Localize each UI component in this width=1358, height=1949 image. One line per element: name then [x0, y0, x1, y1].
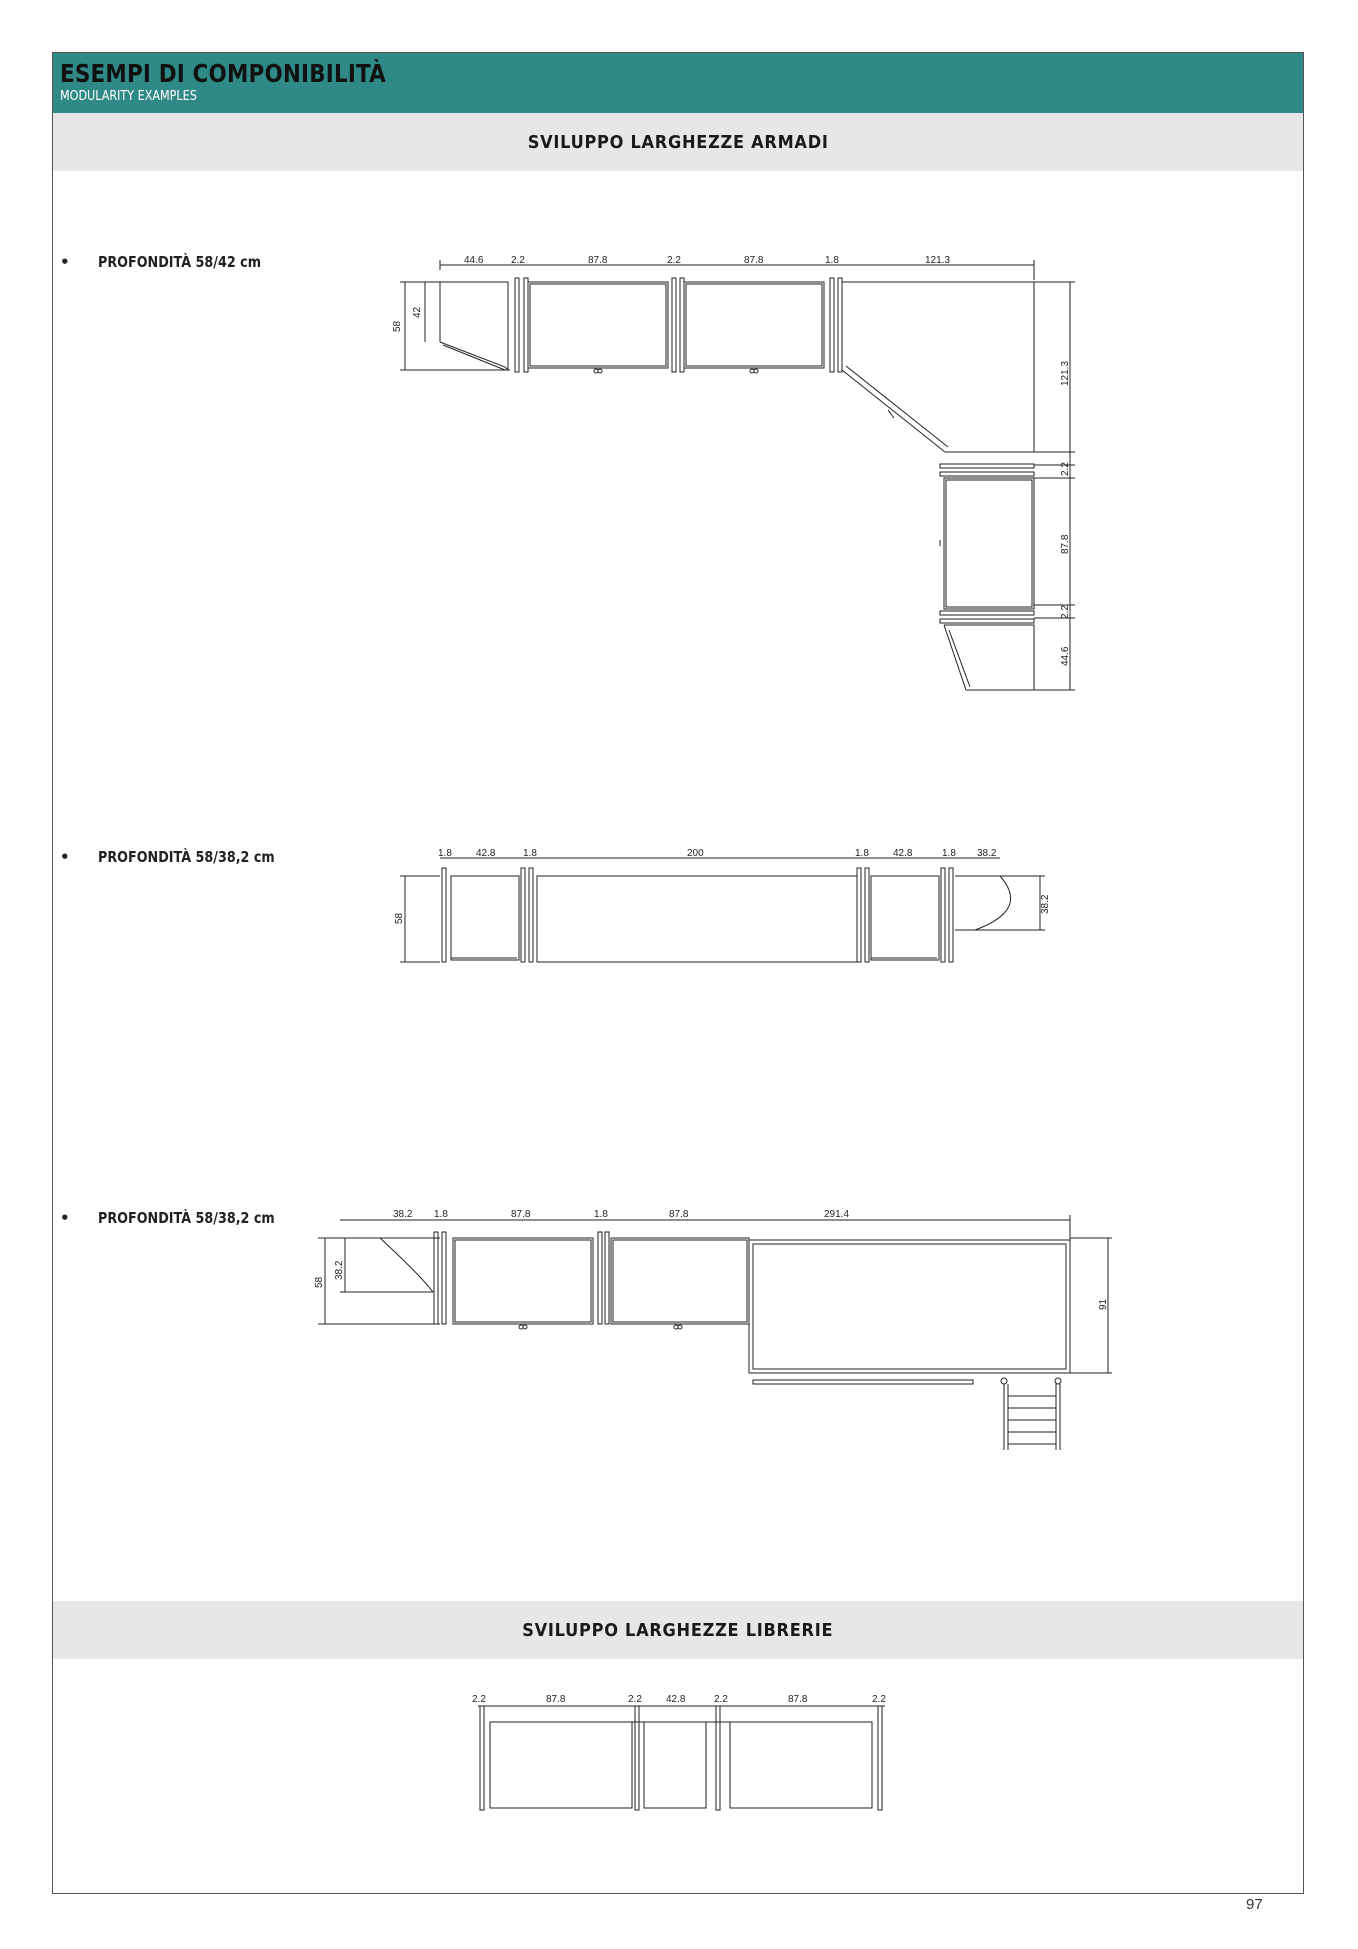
- dim-label: 38.2: [334, 1260, 345, 1280]
- dim-label: 38.2: [393, 1209, 413, 1220]
- bullet-mark: •: [60, 848, 70, 866]
- dim-label: 1.8: [855, 848, 869, 859]
- dim-label: 42.8: [476, 848, 496, 859]
- drawing-wardrobe-corner-1: [400, 260, 1075, 690]
- dim-label: 2.2: [714, 1694, 728, 1705]
- drawing-bookcases-4: [478, 1706, 885, 1810]
- drawing-wardrobe-linear-2: [400, 858, 1045, 962]
- dim-label: 2.2: [1060, 462, 1071, 476]
- dim-label: 2.2: [472, 1694, 486, 1705]
- dim-label: 1.8: [942, 848, 956, 859]
- page-title: ESEMPI DI COMPONIBILITÀ: [60, 59, 386, 88]
- dim-label: 42.8: [893, 848, 913, 859]
- dim-label: 87.8: [546, 1694, 566, 1705]
- dim-label: 1.8: [523, 848, 537, 859]
- dim-label: 1.8: [434, 1209, 448, 1220]
- bullet-text: PROFONDITÀ 58/38,2 cm: [98, 1209, 275, 1227]
- dim-label: 87.8: [511, 1209, 531, 1220]
- drawing-wardrobe-desk-3: [318, 1215, 1112, 1450]
- dim-label: 2.2: [1060, 605, 1071, 619]
- dim-label: 1.8: [825, 255, 839, 266]
- bullet-text: PROFONDITÀ 58/42 cm: [98, 253, 261, 271]
- dim-label: 87.8: [788, 1694, 808, 1705]
- dim-label: 1.8: [594, 1209, 608, 1220]
- dim-label: 58: [394, 912, 405, 924]
- dim-label: 87.8: [744, 255, 764, 266]
- dim-label: 44.6: [464, 255, 484, 266]
- section-title-bookcases: SVILUPPO LARGHEZZE LIBRERIE: [522, 1619, 834, 1641]
- dim-label: 87.8: [1060, 534, 1071, 554]
- dim-label: 58: [314, 1276, 325, 1288]
- dim-label: 200: [687, 848, 704, 859]
- dim-label: 38.2: [1040, 894, 1051, 914]
- dim-label: 87.8: [669, 1209, 689, 1220]
- page-subtitle: MODULARITY EXAMPLES: [60, 89, 197, 104]
- dim-label: 2.2: [667, 255, 681, 266]
- page-number: 97: [1246, 1896, 1263, 1913]
- bullet-text: PROFONDITÀ 58/38,2 cm: [98, 848, 275, 866]
- dim-label: 44.6: [1060, 646, 1071, 666]
- dim-label: 42: [412, 306, 423, 318]
- dim-label: 87.8: [588, 255, 608, 266]
- dim-label: 42.8: [666, 1694, 686, 1705]
- bullet-mark: •: [60, 253, 70, 271]
- section-title-wardrobes: SVILUPPO LARGHEZZE ARMADI: [527, 131, 829, 153]
- dim-label: 91: [1098, 1298, 1109, 1310]
- dim-label: 58: [392, 320, 403, 332]
- dim-label: 38.2: [977, 848, 997, 859]
- dim-label: 2.2: [628, 1694, 642, 1705]
- dim-label: 121.3: [1060, 360, 1071, 386]
- dim-label: 2.2: [511, 255, 525, 266]
- dim-label: 291.4: [824, 1209, 850, 1220]
- dim-label: 1.8: [438, 848, 452, 859]
- bullet-mark: •: [60, 1209, 70, 1227]
- dim-label: 121.3: [925, 255, 951, 266]
- dim-label: 2.2: [872, 1694, 886, 1705]
